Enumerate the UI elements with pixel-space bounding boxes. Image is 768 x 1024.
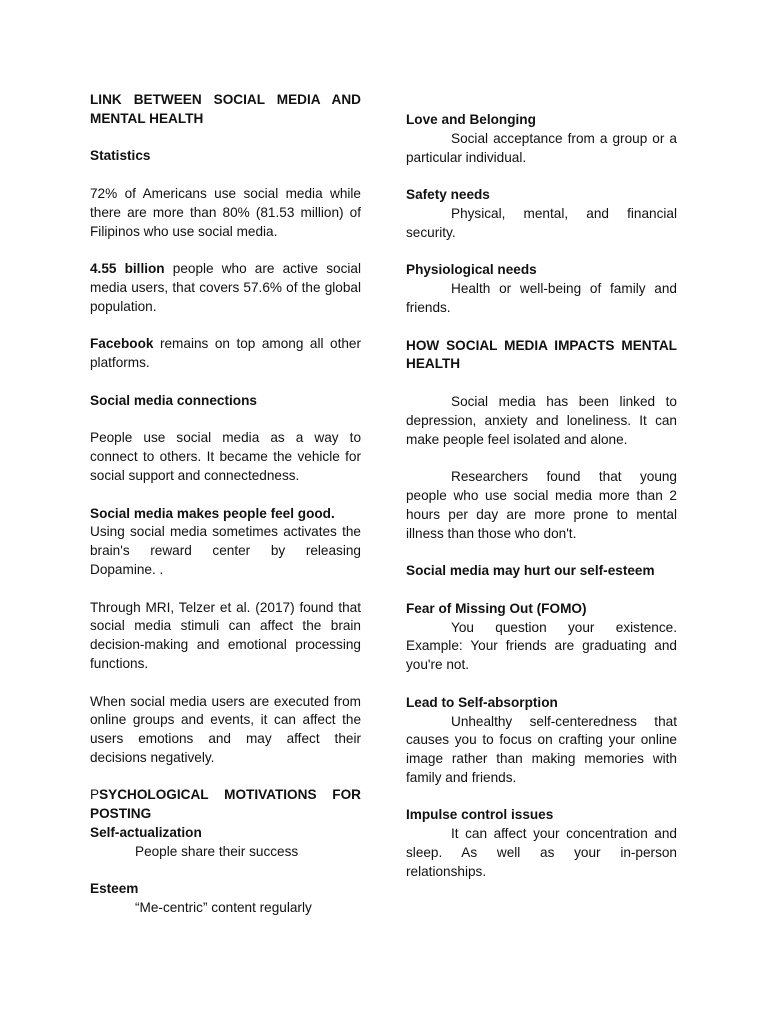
motivations-heading-rest: SYCHOLOGICAL MOTIVATIONS FOR POSTING: [90, 787, 361, 822]
fomo-heading: Fear of Missing Out (FOMO): [406, 600, 587, 616]
stat-active-users-bold: 4.55 billion: [90, 261, 165, 277]
self-esteem-heading: Social media may hurt our self-esteem: [406, 563, 655, 579]
esteem-text: “Me-centric” content regularly: [135, 900, 312, 916]
stat-americans-filipinos: 72% of Americans use social media while there are more than 80% (81.53 million) of Filipinos who use social media.: [90, 185, 361, 239]
feel-good-text: Using social media sometimes activates the brain's reward center by releasing Dopamine. .: [90, 524, 361, 577]
motivations-heading: [90, 786, 361, 824]
connections-heading: Social media connections: [90, 392, 257, 408]
physiological-heading: Physiological needs: [406, 262, 537, 278]
love-text: Social acceptance from a group or a particular individual.: [406, 130, 677, 165]
feel-good-heading: Social media makes people feel good.: [90, 505, 335, 521]
safety-heading: Safety needs: [406, 187, 490, 203]
impacts-heading: HOW SOCIAL MEDIA IMPACTS MENTAL HEALTH: [406, 337, 677, 372]
impulse-heading: Impulse control issues: [406, 807, 554, 823]
stat-active-users-text: people who are active social media users, that covers 57.6% of the global population.: [90, 261, 361, 314]
left-column: [90, 91, 361, 918]
stat-facebook-text: remains on top among all other platforms.: [90, 336, 361, 371]
physiological-text: Health or well-being of family and friends.: [406, 281, 677, 315]
self-absorption-text: Unhealthy self-centeredness that causes you to focus on crafting your online image rather than making memories with family and friends.: [406, 713, 677, 785]
self-actualization-text: People share their success: [135, 843, 299, 859]
safety-text: Physical, mental, and financial security.: [406, 205, 677, 240]
impulse-text: It can affect your concentration and sleep. As well as your in-person relationships.: [406, 826, 677, 879]
stat-facebook: [90, 335, 361, 373]
mri-text: Through MRI, Telzer et al. (2017) found that social media stimuli can affect the brain decision-making and emotional processing functions.: [90, 599, 361, 671]
statistics-heading: Statistics: [90, 148, 151, 164]
motivations-heading-first-letter: P: [90, 787, 100, 803]
esteem-heading: Esteem: [90, 881, 139, 897]
stat-facebook-bold: Facebook: [90, 336, 154, 352]
impacts-text-1: Social media has been linked to depression, anxiety and loneliness. It can make people feel isolated and alone.: [406, 393, 677, 447]
impacts-text-2: Researchers found that young people who use social media more than 2 hours per day are more prone to mental illness than those who don't.: [406, 469, 677, 541]
self-absorption-heading: Lead to Self-absorption: [406, 694, 558, 710]
fomo-text: You question your existence. Example: Your friends are graduating and you're not.: [406, 619, 677, 673]
self-actualization-heading: Self-actualization: [90, 825, 202, 841]
stat-active-users: [90, 260, 361, 316]
right-column: [406, 111, 677, 882]
document-title: LINK BETWEEN SOCIAL MEDIA AND MENTAL HEALTH: [90, 92, 361, 126]
connections-text: People use social media as a way to connect to others. It became the vehicle for social support and connectedness.: [90, 430, 361, 483]
excluded-text: When social media users are executed from online groups and events, it can affect the users emotions and may affect their decisions negatively.: [90, 693, 361, 765]
love-heading: Love and Belonging: [406, 112, 536, 127]
